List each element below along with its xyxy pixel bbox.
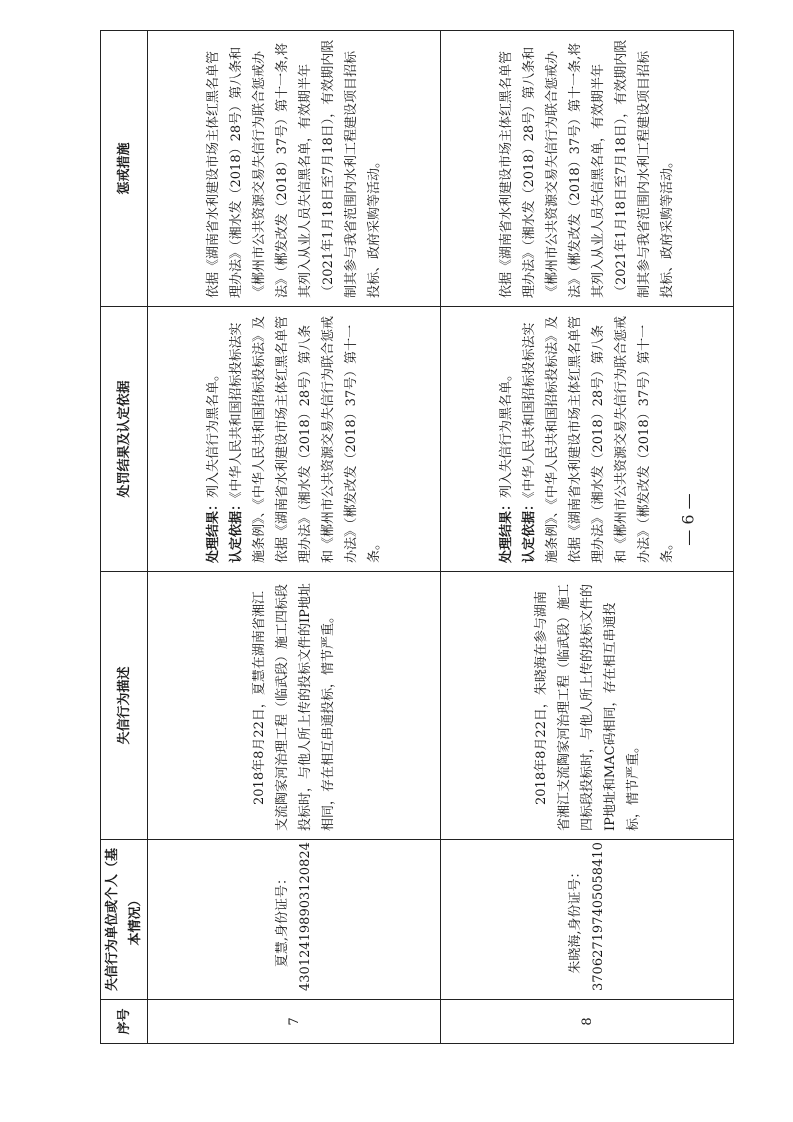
result-label: 处理结果： — [499, 497, 514, 563]
row-number: 8 — [441, 1000, 734, 1044]
header-measures: 惩戒措施 — [101, 31, 148, 307]
header-result: 处罚结果及认定依据 — [101, 307, 148, 572]
basis-text: 《中华人民共和国招标投标法实施条例》、《中华人民共和国招标投标法》及依据《湖南省水利建设市场主体红黑名单管理办法》（湘水发（2018）28号）第八条和《郴州市公共资源交易失信行为联合惩戒办法》（郴发改发（2018）37号）第十一条。 — [522, 315, 675, 563]
result-cell — [148, 307, 441, 572]
description-cell: 2018年8月22日，夏慧在湖南省湘江支流陶家河治理工程（临武段）施工四标段投标时，与他人所上传的投标文件的IP地址相同，存在相互串通投标，情节严重。 — [148, 572, 441, 840]
basis-label: 认定依据： — [522, 497, 537, 563]
party-cell — [148, 840, 441, 1000]
party-id: 430124198903120824 — [298, 842, 313, 991]
party-id: 370627197405058410 — [591, 842, 606, 991]
table-row — [148, 31, 441, 1044]
party-name: 朱晓海,身份证号： — [568, 865, 583, 974]
result-text: 列入失信行为黑名单。 — [206, 367, 221, 498]
measures-cell: 依据《湖南省水利建设市场主体红黑名单管理办法》（湘水发（2018）28号）第八条和《郴州市公共资源交易失信行为联合惩戒办法》（郴发改发（2018）37号）第十一条,将其列入从业人员失信黑名单，有效期半年（2021年1月18日至7月18日），有效期内限制其参与我省范围内水利工程建设项目招标投标、政府采购等活动。 — [148, 31, 441, 307]
description-cell: 2018年8月22日，朱晓海在参与湖南省湘江支流陶家河治理工程（临武段）施工四标段投标时，与他人所上传的投标文件的IP地址和MAC码相同，存在相互串通投标，情节严重。 — [441, 572, 734, 840]
party-cell — [441, 840, 734, 1000]
result-label: 处理结果： — [206, 497, 221, 563]
party-name: 夏慧,身份证号： — [275, 871, 290, 968]
row-number: 7 — [148, 1000, 441, 1044]
blacklist-table — [100, 30, 734, 1044]
measures-cell: 依据《湖南省水利建设市场主体红黑名单管理办法》（湘水发（2018）28号）第八条和《郴州市公共资源交易失信行为联合惩戒办法》（郴发改发（2018）37号）第十一条,将其列入从业人员失信黑名单，有效期半年（2021年1月18日至7月18日），有效期内限制其参与我省范围内水利工程建设项目招标投标、政府采购等活动。 — [441, 31, 734, 307]
result-text: 列入失信行为黑名单。 — [499, 367, 514, 498]
header-no: 序号 — [101, 1000, 148, 1044]
table-header-row — [101, 31, 148, 1044]
rotated-table-container — [100, 31, 728, 1044]
page-number: — 6 — — [678, 493, 698, 546]
basis-text: 《中华人民共和国招标投标法实施条例》、《中华人民共和国招标投标法》及依据《湖南省水利建设市场主体红黑名单管理办法》（湘水发（2018）28号）第八条和《郴州市公共资源交易失信行为联合惩戒办法》（郴发改发（2018）37号）第十一条。 — [229, 315, 382, 563]
header-party: 失信行为单位或个人（基本情况） — [101, 840, 148, 1000]
basis-label: 认定依据： — [229, 497, 244, 563]
header-desc: 失信行为描述 — [101, 572, 148, 840]
